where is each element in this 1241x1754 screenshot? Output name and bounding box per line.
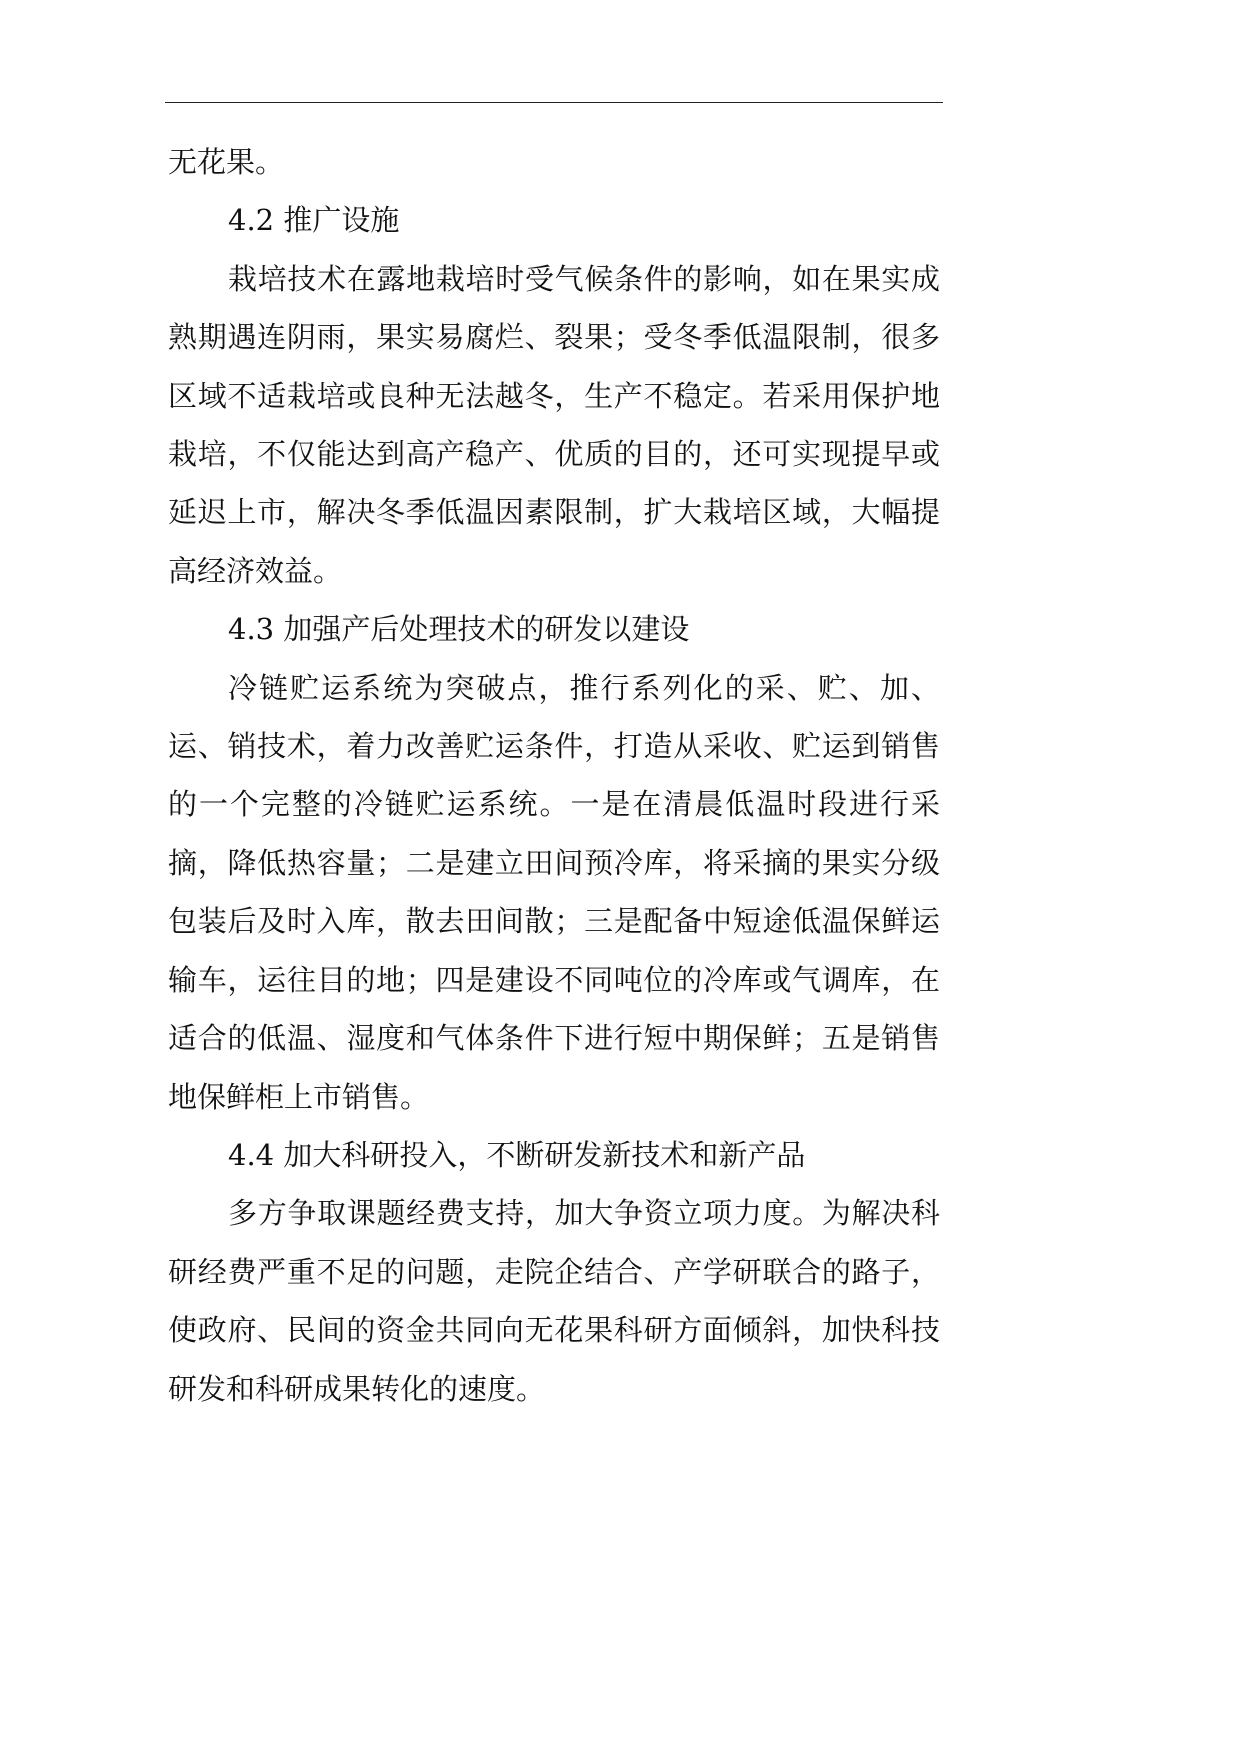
paragraph-research-investment: 多方争取课题经费支持，加大争资立项力度。为解决科研经费严重不足的问题，走院企结合、产学研联合的路子，使政府、民间的资金共同向无花果科研方面倾斜，加快科技研发和科研成果转化的速度。	[168, 1196, 940, 1406]
paragraph-protected-cultivation: 栽培技术在露地栽培时受气候条件的影响，如在果实成熟期遇连阴雨，果实易腐烂、裂果；受冬季低温限制，很多区域不适栽培或良种无法越冬，生产不稳定。若采用保护地栽培，不仅能达到高产稳产、优质的目的，还可实现提早或延迟上市，解决冬季低温因素限制，扩大栽培区域，大幅提高经济效益。	[168, 261, 940, 588]
section-heading-4-2: 4.2 推广设施	[228, 203, 400, 238]
header-rule	[165, 102, 943, 103]
paragraph-cold-chain: 冷链贮运系统为突破点，推行系列化的采、贮、加、运、销技术，着力改善贮运条件，打造从采收、贮运到销售的一个完整的冷链贮运系统。一是在清晨低温时段进行采摘，降低热容量；二是建立田间预冷库，将采摘的果实分级包装后及时入库，散去田间散；三是配备中短途低温保鲜运输车，运往目的地；四是建设不同吨位的冷库或气调库，在适合的低温、湿度和气体条件下进行短中期保鲜；五是销售地保鲜柜上市销售。	[168, 670, 940, 1114]
section-heading-4-3: 4.3 加强产后处理技术的研发以建设	[228, 612, 690, 647]
paragraph-continuation: 无花果。	[168, 145, 285, 179]
section-heading-4-4: 4.4 加大科研投入，不断研发新技术和新产品	[228, 1137, 806, 1172]
document-body	[168, 133, 940, 1418]
